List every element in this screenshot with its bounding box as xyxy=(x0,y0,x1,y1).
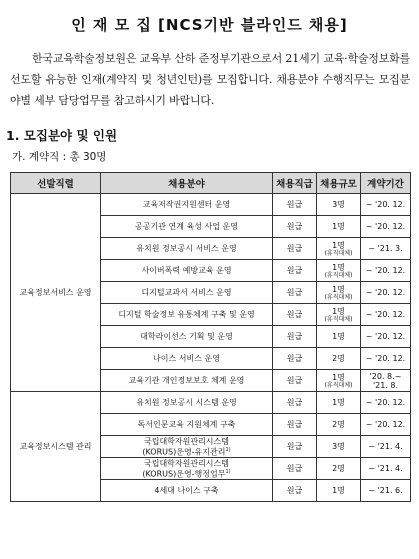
intro-paragraph xyxy=(10,48,410,111)
count-cell xyxy=(317,458,361,480)
count-cell xyxy=(317,480,361,502)
field-text: 나이스 서비스 운영 xyxy=(153,354,220,363)
period-text: ~ '20. 12. xyxy=(365,266,406,275)
field-text-line2-content: (KORUS)운영-유지관리 xyxy=(142,447,226,457)
field-text: 교육기관 개인정보보호 체계 운영 xyxy=(128,376,245,385)
grade-cell: 원급 xyxy=(273,216,317,238)
field-cell xyxy=(101,348,273,370)
period-text: ~ '20. 12. xyxy=(365,398,406,407)
period-text: ~ '21. 4. xyxy=(368,442,403,451)
field-text: 디지털 학술정보 유통체계 구축 및 운영 xyxy=(118,310,255,319)
period-cell xyxy=(361,436,411,458)
period-cell xyxy=(361,326,411,348)
grade-cell: 원급 xyxy=(273,436,317,458)
field-text: 유치원 정보공시 시스템 운영 xyxy=(136,398,237,407)
count-cell xyxy=(317,392,361,414)
period-cell xyxy=(361,282,411,304)
period-text: ~ '20. 12. xyxy=(365,310,406,319)
field-cell xyxy=(101,260,273,282)
count-text: 3명 xyxy=(332,442,345,451)
period-text: ~ '21. 6. xyxy=(368,486,403,495)
sub-heading: 가. 계약직 : 총 30명 xyxy=(12,151,107,163)
count-cell xyxy=(317,238,361,260)
period-cell xyxy=(361,414,411,436)
count-cell xyxy=(317,260,361,282)
grade-cell: 원급 xyxy=(273,414,317,436)
field-cell xyxy=(101,216,273,238)
count-text: 1명 xyxy=(332,262,345,272)
period-cell xyxy=(361,370,411,392)
count-text: 1명 xyxy=(332,398,345,407)
field-text: 국립대학자원관리시스템 xyxy=(143,458,229,468)
field-cell xyxy=(101,194,273,216)
field-cell xyxy=(101,414,273,436)
count-cell xyxy=(317,436,361,458)
field-text-line2-content: (KORUS)운영-행정업무 xyxy=(142,469,226,479)
page-title: 인 재 모 집 [NCS기반 블라인드 채용] xyxy=(71,16,348,34)
count-note: (휴직대체) xyxy=(324,293,353,301)
group-cell: 교육정보시스템 관리 xyxy=(11,392,101,502)
count-text: 1명 xyxy=(332,306,345,316)
grade-cell: 원급 xyxy=(273,370,317,392)
count-text: 1명 xyxy=(332,486,345,495)
column-header: 선발직렬 xyxy=(11,173,101,194)
period-cell xyxy=(361,348,411,370)
field-text-line2 xyxy=(103,468,270,479)
count-note: (휴직대체) xyxy=(324,271,353,279)
field-cell xyxy=(101,458,273,480)
count-cell xyxy=(317,216,361,238)
count-cell xyxy=(317,348,361,370)
field-cell xyxy=(101,436,273,458)
field-cell xyxy=(101,326,273,348)
period-cell xyxy=(361,458,411,480)
period-text: ~ '20. 12. xyxy=(365,288,406,297)
column-header: 채용분야 xyxy=(101,173,273,194)
period-text: ~ '20. 12. xyxy=(365,354,406,363)
count-text: 2명 xyxy=(332,354,345,363)
column-header: 채용직급 xyxy=(273,173,317,194)
field-text: 사이버폭력 예방교육 운영 xyxy=(141,266,232,275)
field-cell xyxy=(101,392,273,414)
period-cell xyxy=(361,480,411,502)
footnote-marker: 1) xyxy=(225,446,231,453)
field-cell xyxy=(101,480,273,502)
field-text-line2 xyxy=(103,446,270,457)
column-header: 채용규모 xyxy=(317,173,361,194)
grade-cell: 원급 xyxy=(273,348,317,370)
grade-cell: 원급 xyxy=(273,282,317,304)
period-text: ~ '21. 4. xyxy=(368,464,403,473)
count-text: 3명 xyxy=(332,200,345,209)
period-text-line2: '21. 8. xyxy=(372,380,399,390)
field-cell xyxy=(101,282,273,304)
footnote-marker: 1) xyxy=(225,468,231,475)
period-text: ~ '20. 12. xyxy=(365,222,406,231)
count-cell xyxy=(317,370,361,392)
count-cell xyxy=(317,414,361,436)
section-heading: 1. 모집분야 및 인원 xyxy=(6,128,118,143)
field-text: 공공기관 연계 육성 사업 운영 xyxy=(135,222,238,231)
recruitment-table xyxy=(10,172,411,502)
period-text: ~ '21. 3. xyxy=(368,244,403,253)
period-text: ~ '20. 12. xyxy=(365,420,406,429)
count-cell xyxy=(317,194,361,216)
period-cell xyxy=(361,392,411,414)
count-note: (휴직대체) xyxy=(324,381,353,389)
table-body xyxy=(11,194,411,502)
grade-cell: 원급 xyxy=(273,480,317,502)
field-text: 유치원 정보공시 서비스 운영 xyxy=(136,244,237,253)
grade-cell: 원급 xyxy=(273,326,317,348)
count-text: 1명 xyxy=(332,284,345,294)
count-text: 1명 xyxy=(332,240,345,250)
field-text: 대학라이선스 기획 및 운영 xyxy=(140,332,233,341)
grade-cell: 원급 xyxy=(273,458,317,480)
grade-cell: 원급 xyxy=(273,194,317,216)
field-text: 국립대학자원관리시스템 xyxy=(143,436,229,446)
period-cell xyxy=(361,216,411,238)
intro-text: 한국교육학술정보원은 교육부 산하 준정부기관으로서 21세기 교육·학술정보화를 선도할 유능한 인재(계약직 및 청년인턴)를 모집합니다. 채용분야 수행직무는 모집분야별 세부 담당업무를 참고하시기 바랍니다. xyxy=(10,52,410,107)
table-row xyxy=(11,194,411,216)
grade-cell: 원급 xyxy=(273,238,317,260)
count-cell xyxy=(317,282,361,304)
period-text: '20. 8.~ xyxy=(369,371,402,381)
count-note: (휴직대체) xyxy=(324,249,353,257)
count-text: 1명 xyxy=(332,332,345,341)
field-text: 교육저작권지원센터 운영 xyxy=(142,200,231,209)
grade-cell: 원급 xyxy=(273,392,317,414)
count-text: 1명 xyxy=(332,222,345,231)
field-text: 디지털교과서 서비스 운영 xyxy=(141,288,232,297)
field-cell xyxy=(101,238,273,260)
field-text: 독서인문교육 지원체계 구축 xyxy=(137,420,236,429)
table-row xyxy=(11,392,411,414)
grade-cell: 원급 xyxy=(273,260,317,282)
count-cell xyxy=(317,326,361,348)
column-header: 계약기간 xyxy=(361,173,411,194)
period-cell xyxy=(361,194,411,216)
period-text: ~ '20. 12. xyxy=(365,200,406,209)
group-cell: 교육정보서비스 운영 xyxy=(11,194,101,392)
period-cell xyxy=(361,304,411,326)
count-text: 1명 xyxy=(332,372,345,382)
field-cell xyxy=(101,304,273,326)
field-cell xyxy=(101,370,273,392)
period-cell xyxy=(361,238,411,260)
count-cell xyxy=(317,304,361,326)
count-text: 2명 xyxy=(332,464,345,473)
count-text: 2명 xyxy=(332,420,345,429)
period-text: ~ '20. 12. xyxy=(365,332,406,341)
field-text: 4세대 나이스 구축 xyxy=(154,486,219,495)
table-header-row xyxy=(11,173,411,194)
grade-cell: 원급 xyxy=(273,304,317,326)
count-note: (휴직대체) xyxy=(324,315,353,323)
period-cell xyxy=(361,260,411,282)
